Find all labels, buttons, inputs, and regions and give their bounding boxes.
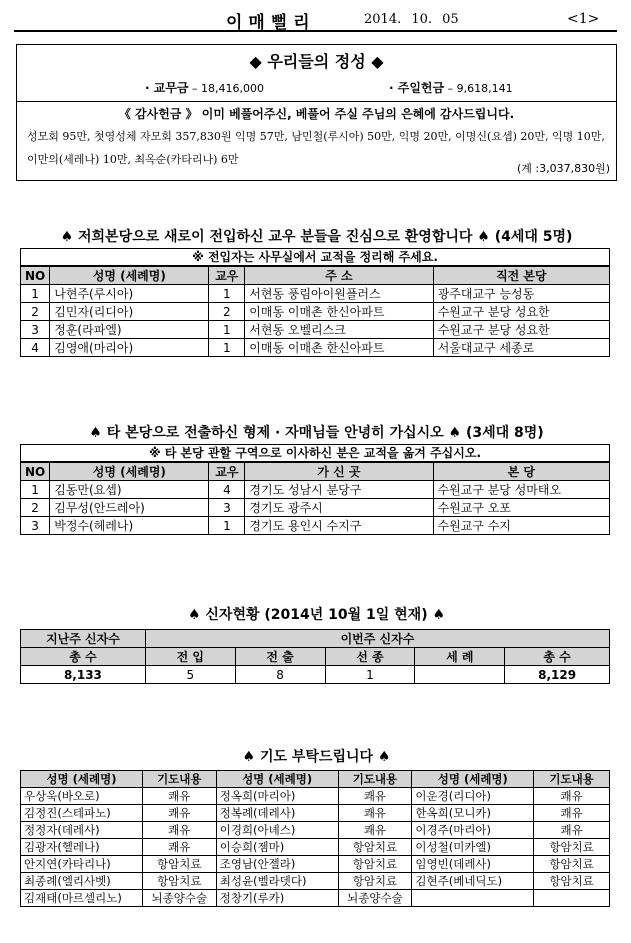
table-row	[21, 339, 610, 357]
table-cell: 우상욱(바오로)	[21, 788, 143, 805]
table-cell: 수원교구 분당 성요한	[433, 321, 609, 339]
believers-subheader: 총 수	[21, 648, 146, 666]
table-row	[21, 321, 610, 339]
table-row	[21, 285, 610, 303]
column-header: 성명 (세례명)	[50, 267, 209, 285]
sunday-offering	[389, 79, 513, 96]
farewell-table	[20, 462, 610, 535]
column-header: 성명 (세례명)	[412, 771, 534, 788]
table-cell: 김현주(베네딕도)	[412, 873, 534, 890]
table-cell: 항암치료	[142, 873, 216, 890]
table-row	[21, 839, 610, 856]
believers-value: 1	[325, 666, 415, 684]
table-cell: 쾌유	[142, 788, 216, 805]
table-row	[21, 481, 610, 499]
table-cell: 이경희(아녜스)	[216, 822, 338, 839]
table-cell: 항암치료	[338, 839, 412, 856]
column-header: 성명 (세례명)	[216, 771, 338, 788]
table-header-row	[21, 463, 610, 481]
table-cell: 이매동 이매촌 한신아파트	[245, 339, 433, 357]
table-cell: 2	[21, 499, 50, 517]
believers-subheader: 세 례	[415, 648, 505, 666]
table-cell: 이매동 이매촌 한신아파트	[245, 303, 433, 321]
table-cell: 서현동 오벨리스크	[245, 321, 433, 339]
farewell-note: ※ 타 본당 관할 구역으로 이사하신 분은 교적을 옮겨 주십시오.	[20, 444, 610, 462]
table-cell: 서현동 풍림아이원플러스	[245, 285, 433, 303]
table-cell: 항암치료	[338, 856, 412, 873]
thanks-offering-title: 《 감사헌금 》 이미 베풀어주신, 베풀어 주실 주님의 은혜에 감사드립니다.	[17, 101, 616, 122]
bulletin-title: 이매뻘리	[226, 13, 316, 33]
welcome-table	[20, 266, 610, 357]
column-header: 기도내용	[142, 771, 216, 788]
table-cell: 수원교구 분당 성마태오	[433, 481, 609, 499]
table-cell: 2	[21, 303, 50, 321]
table-cell: 항암치료	[534, 873, 610, 890]
offering-box	[16, 44, 617, 181]
table-cell: 쾌유	[534, 822, 610, 839]
farewell-title: ♠ 타 본당으로 전출하신 형제 · 자매님들 안녕히 가십시오 ♠ (3세대 8명)	[89, 425, 544, 441]
believers-value: 8,129	[505, 666, 610, 684]
column-header: 주 소	[245, 267, 433, 285]
table-cell: 쾌유	[338, 822, 412, 839]
table-cell: 1	[21, 285, 50, 303]
table-cell: 수원교구 분당 성요한	[433, 303, 609, 321]
bulletin-date: 2014. 10. 05	[364, 12, 459, 27]
table-cell: 정정자(데레사)	[21, 822, 143, 839]
table-row	[21, 788, 610, 805]
table-row	[21, 517, 610, 535]
table-cell: 정옥희(마리아)	[216, 788, 338, 805]
table-cell: 김무성(안드레아)	[50, 499, 209, 517]
believers-subheader: 선 종	[325, 648, 415, 666]
thanks-offering-total: (계 :3,037,830원)	[516, 162, 610, 175]
table-cell: 정훈(라파엘)	[50, 321, 209, 339]
table-cell: 쾌유	[142, 839, 216, 856]
table-header-row	[21, 267, 610, 285]
table-cell: 이운경(리디아)	[412, 788, 534, 805]
table-row	[21, 805, 610, 822]
table-cell: 이성철(미카엘)	[412, 839, 534, 856]
table-cell: 3	[21, 517, 50, 535]
table-cell: 뇌종양수술	[338, 890, 412, 907]
table-cell	[412, 890, 534, 907]
table-cell: 항암치료	[338, 873, 412, 890]
column-header: 기도내용	[338, 771, 412, 788]
table-cell: 항암치료	[534, 839, 610, 856]
thanks-offering-text: 성모회 95만, 첫영성체 자모회 357,830원 익명 57만, 남민철(루시아) 50만, 익명 20만, 이명신(요셉) 20만, 익명 10만, 이만의(세레나) 10만, 최옥순(카타리나) 6만	[27, 130, 605, 166]
table-cell: 정창기(루카)	[216, 890, 338, 907]
table-cell: 항암치료	[534, 856, 610, 873]
table-cell: 경기도 성남시 분당구	[245, 481, 433, 499]
table-cell: 쾌유	[142, 805, 216, 822]
table-header-row	[21, 771, 610, 788]
bulletin-header	[14, 6, 617, 32]
table-cell: 쾌유	[534, 805, 610, 822]
table-cell: 서울대교구 세종로	[433, 339, 609, 357]
table-cell: 김민자(리디아)	[50, 303, 209, 321]
welcome-title: ♠ 저희본당으로 새로이 전입하신 교우 분들을 진심으로 환영합니다 ♠ (4세대 5명)	[60, 229, 573, 245]
page-number: <1>	[567, 11, 600, 27]
table-cell: 1	[209, 285, 245, 303]
table-row	[21, 303, 610, 321]
this-week-header: 이번주 신자수	[145, 630, 609, 648]
table-cell	[534, 890, 610, 907]
table-cell: 수원교구 수지	[433, 517, 609, 535]
table-cell: 박정수(헤레나)	[50, 517, 209, 535]
believers-value-row	[21, 666, 610, 684]
table-cell: 김정진(스테파노)	[21, 805, 143, 822]
table-row	[21, 873, 610, 890]
table-cell: 김영애(마리아)	[50, 339, 209, 357]
believers-subheader-row	[21, 648, 610, 666]
column-header: 본 당	[433, 463, 609, 481]
believers-value	[415, 666, 505, 684]
column-header: NO	[21, 267, 50, 285]
table-cell: 1	[21, 481, 50, 499]
column-header: 교우	[209, 267, 245, 285]
table-cell: 쾌유	[338, 805, 412, 822]
weekday-offering	[145, 79, 264, 96]
table-row	[21, 499, 610, 517]
table-cell: 4	[209, 481, 245, 499]
column-header: NO	[21, 463, 50, 481]
table-row	[21, 890, 610, 907]
table-cell: 1	[209, 517, 245, 535]
column-header: 기도내용	[534, 771, 610, 788]
table-cell: 쾌유	[142, 822, 216, 839]
believers-subheader: 전 입	[145, 648, 235, 666]
table-cell: 조영남(안젤라)	[216, 856, 338, 873]
column-header: 가 신 곳	[245, 463, 433, 481]
welcome-note: ※ 전입자는 사무실에서 교적을 정리해 주세요.	[20, 248, 610, 266]
table-cell: 3	[209, 499, 245, 517]
table-cell: 뇌종양수술	[142, 890, 216, 907]
table-cell: 쾌유	[534, 788, 610, 805]
table-cell: 김동만(요셉)	[50, 481, 209, 499]
prayer-table	[20, 770, 610, 907]
table-cell: 김재태(마르셀리노)	[21, 890, 143, 907]
offering-title: ◆ 우리들의 정성 ◆	[249, 52, 384, 71]
believers-title: ♠ 신자현황 (2014년 10월 1일 현재) ♠	[187, 607, 446, 623]
sunday-offering-label: · 주일헌금	[389, 81, 445, 95]
table-cell: 수원교구 오포	[433, 499, 609, 517]
table-cell: 4	[21, 339, 50, 357]
table-cell: 광주대교구 능성동	[433, 285, 609, 303]
believers-table	[20, 629, 610, 684]
table-cell: 정복례(데레사)	[216, 805, 338, 822]
table-cell: 1	[209, 339, 245, 357]
weekday-offering-value: – 18,416,000	[188, 82, 264, 95]
table-cell: 3	[21, 321, 50, 339]
table-cell: 나현주(루시아)	[50, 285, 209, 303]
table-cell: 쾌유	[338, 788, 412, 805]
table-cell: 이경주(마리아)	[412, 822, 534, 839]
table-cell: 안지연(카타리나)	[21, 856, 143, 873]
table-cell: 경기도 용인시 수지구	[245, 517, 433, 535]
weekday-offering-label: · 교무금	[145, 81, 189, 95]
column-header: 직전 본당	[433, 267, 609, 285]
believers-value: 8	[235, 666, 325, 684]
prayer-title: ♠ 기도 부탁드립니다 ♠	[242, 749, 391, 765]
table-cell: 한옥희(모니카)	[412, 805, 534, 822]
table-cell: 임영빈(데레사)	[412, 856, 534, 873]
column-header: 성명 (세례명)	[50, 463, 209, 481]
table-cell: 이승희(젬마)	[216, 839, 338, 856]
table-row	[21, 856, 610, 873]
believers-value: 5	[145, 666, 235, 684]
table-cell: 2	[209, 303, 245, 321]
table-cell: 김광자(헬레나)	[21, 839, 143, 856]
column-header: 교우	[209, 463, 245, 481]
last-week-header: 지난주 신자수	[21, 630, 146, 648]
believers-value: 8,133	[21, 666, 146, 684]
table-cell: 최종례(엘리사벳)	[21, 873, 143, 890]
table-cell: 최성윤(벨라뎃다)	[216, 873, 338, 890]
table-cell: 항암치료	[142, 856, 216, 873]
sunday-offering-value: – 9,618,141	[444, 82, 513, 95]
believers-subheader: 총 수	[505, 648, 610, 666]
table-cell: 1	[209, 321, 245, 339]
table-cell: 경기도 광주시	[245, 499, 433, 517]
table-row	[21, 822, 610, 839]
believers-subheader: 전 출	[235, 648, 325, 666]
column-header: 성명 (세례명)	[21, 771, 143, 788]
